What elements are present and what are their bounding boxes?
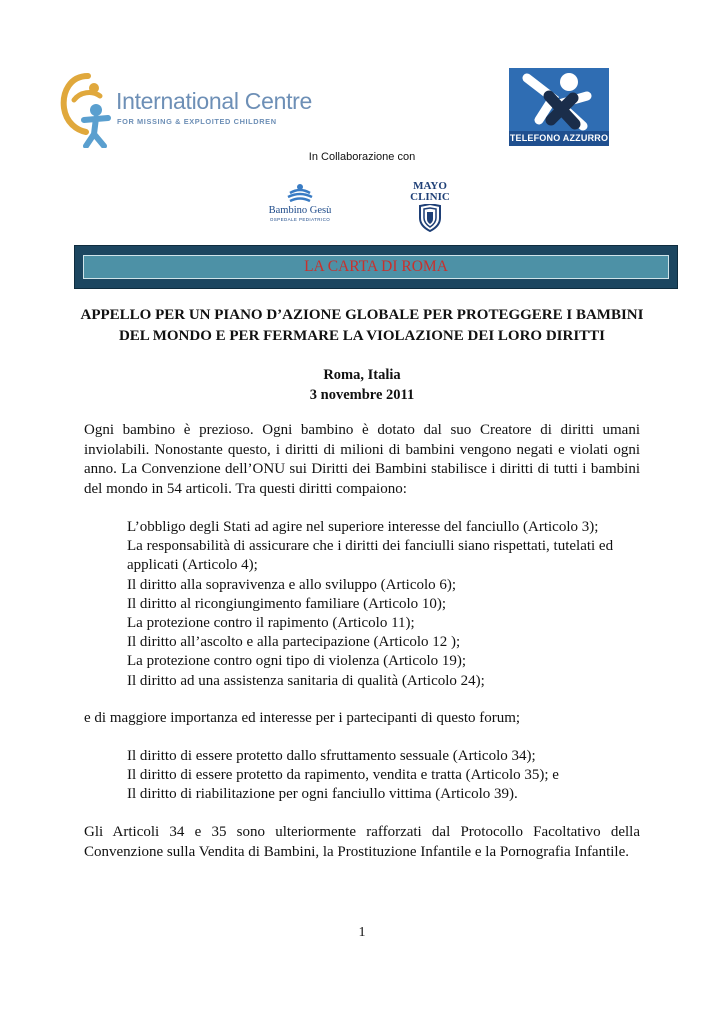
- list-item: Il diritto alla sopravivenza e allo sviluppo (Articolo 6);: [127, 576, 457, 593]
- transition-paragraph: e di maggiore importanza ed interesse per i partecipanti di questo forum;: [84, 710, 521, 726]
- list-item: Il diritto di essere protetto dallo sfruttamento sessuale (Articolo 34);: [127, 748, 536, 764]
- list-item: Il diritto di riabilitazione per ogni fanciullo vittima (Articolo 39).: [127, 786, 518, 803]
- mayo-line2: CLINIC: [410, 191, 450, 203]
- place: Roma, Italia: [323, 367, 401, 383]
- page-number: 1: [358, 925, 366, 940]
- icmec-logo: [58, 70, 313, 150]
- list-item: Il diritto ad una assistenza sanitaria di qualità (Articolo 24);: [127, 672, 485, 689]
- child-figure-icon: [509, 68, 609, 131]
- mayo-clinic-logo: [405, 181, 455, 231]
- bambino-gesu-name: Bambino Gesù: [268, 205, 332, 216]
- collaboration-text: In Collaborazione con: [308, 151, 416, 163]
- closing-paragraph: Gli Articoli 34 e 35 sono ulteriormente rafforzati dal Protocollo Facoltativo della Convenzione sulla Vendita di Bambini, la Prostituzione Infantile e la Pornografia Infantile.: [84, 824, 640, 860]
- rights-list: [127, 518, 639, 691]
- list-item: Il diritto all’ascolto e alla partecipazione (Articolo 12 );: [127, 634, 461, 651]
- heading-line-2: DEL MONDO E PER FERMARE LA VIOLAZIONE DEI LORO DIRITTI: [118, 328, 606, 344]
- bambino-gesu-logo: [260, 183, 340, 225]
- list-item: Il diritto di essere protetto da rapimento, vendita e tratta (Articolo 35); e: [127, 767, 559, 784]
- list-item: L’obbligo degli Stati ad agire nel superiore interesse del fanciullo (Articolo 3);: [127, 519, 599, 535]
- bambino-gesu-emblem-icon: [260, 183, 340, 205]
- bambino-gesu-subtitle: OSPEDALE PEDIATRICO: [269, 217, 331, 222]
- intro-paragraph: Ogni bambino è prezioso. Ogni bambino è dotato dal suo Creatore di diritti umani inviolabili. Nonostante questo, i diritti di milioni di bambini vengono negati e violati ogni anno. La Convenzione dell’ONU sui Diritti dei Bambini stabilisce i diritti di tutti i bambini del mondo in 54 articoli. Tra questi diritti compaiono:: [84, 422, 640, 497]
- child-figure-icon: [58, 70, 112, 148]
- list-item: La protezione contro il rapimento (Articolo 11);: [127, 615, 415, 632]
- document-heading: [60, 305, 664, 347]
- icmec-subtitle: FOR MISSING & EXPLOITED CHILDREN: [117, 117, 277, 126]
- telefono-azzurro-label: TELEFONO AZZURRO: [509, 131, 609, 146]
- shield-icon: [405, 204, 455, 232]
- date: 3 novembre 2011: [309, 387, 415, 403]
- telefono-azzurro-logo: [509, 68, 609, 146]
- list-item: La protezione contro ogni tipo di violenza (Articolo 19);: [127, 653, 467, 670]
- list-item: Il diritto al ricongiungimento familiare (Articolo 10);: [127, 595, 447, 612]
- title-banner: [74, 245, 678, 289]
- heading-line-1: APPELLO PER UN PIANO D’AZIONE GLOBALE PER PROTEGGERE I BAMBINI: [80, 307, 644, 323]
- banner-title: LA CARTA DI ROMA: [83, 255, 669, 279]
- icmec-title: International Centre: [116, 88, 313, 114]
- mayo-line1: MAYO: [413, 180, 447, 192]
- list-item: La responsabilità di assicurare che i diritti dei fanciulli siano rispettati, tutelati ed applicati (Articolo 4);: [127, 538, 614, 574]
- forum-rights-list: [127, 747, 667, 805]
- place-date: [60, 365, 664, 405]
